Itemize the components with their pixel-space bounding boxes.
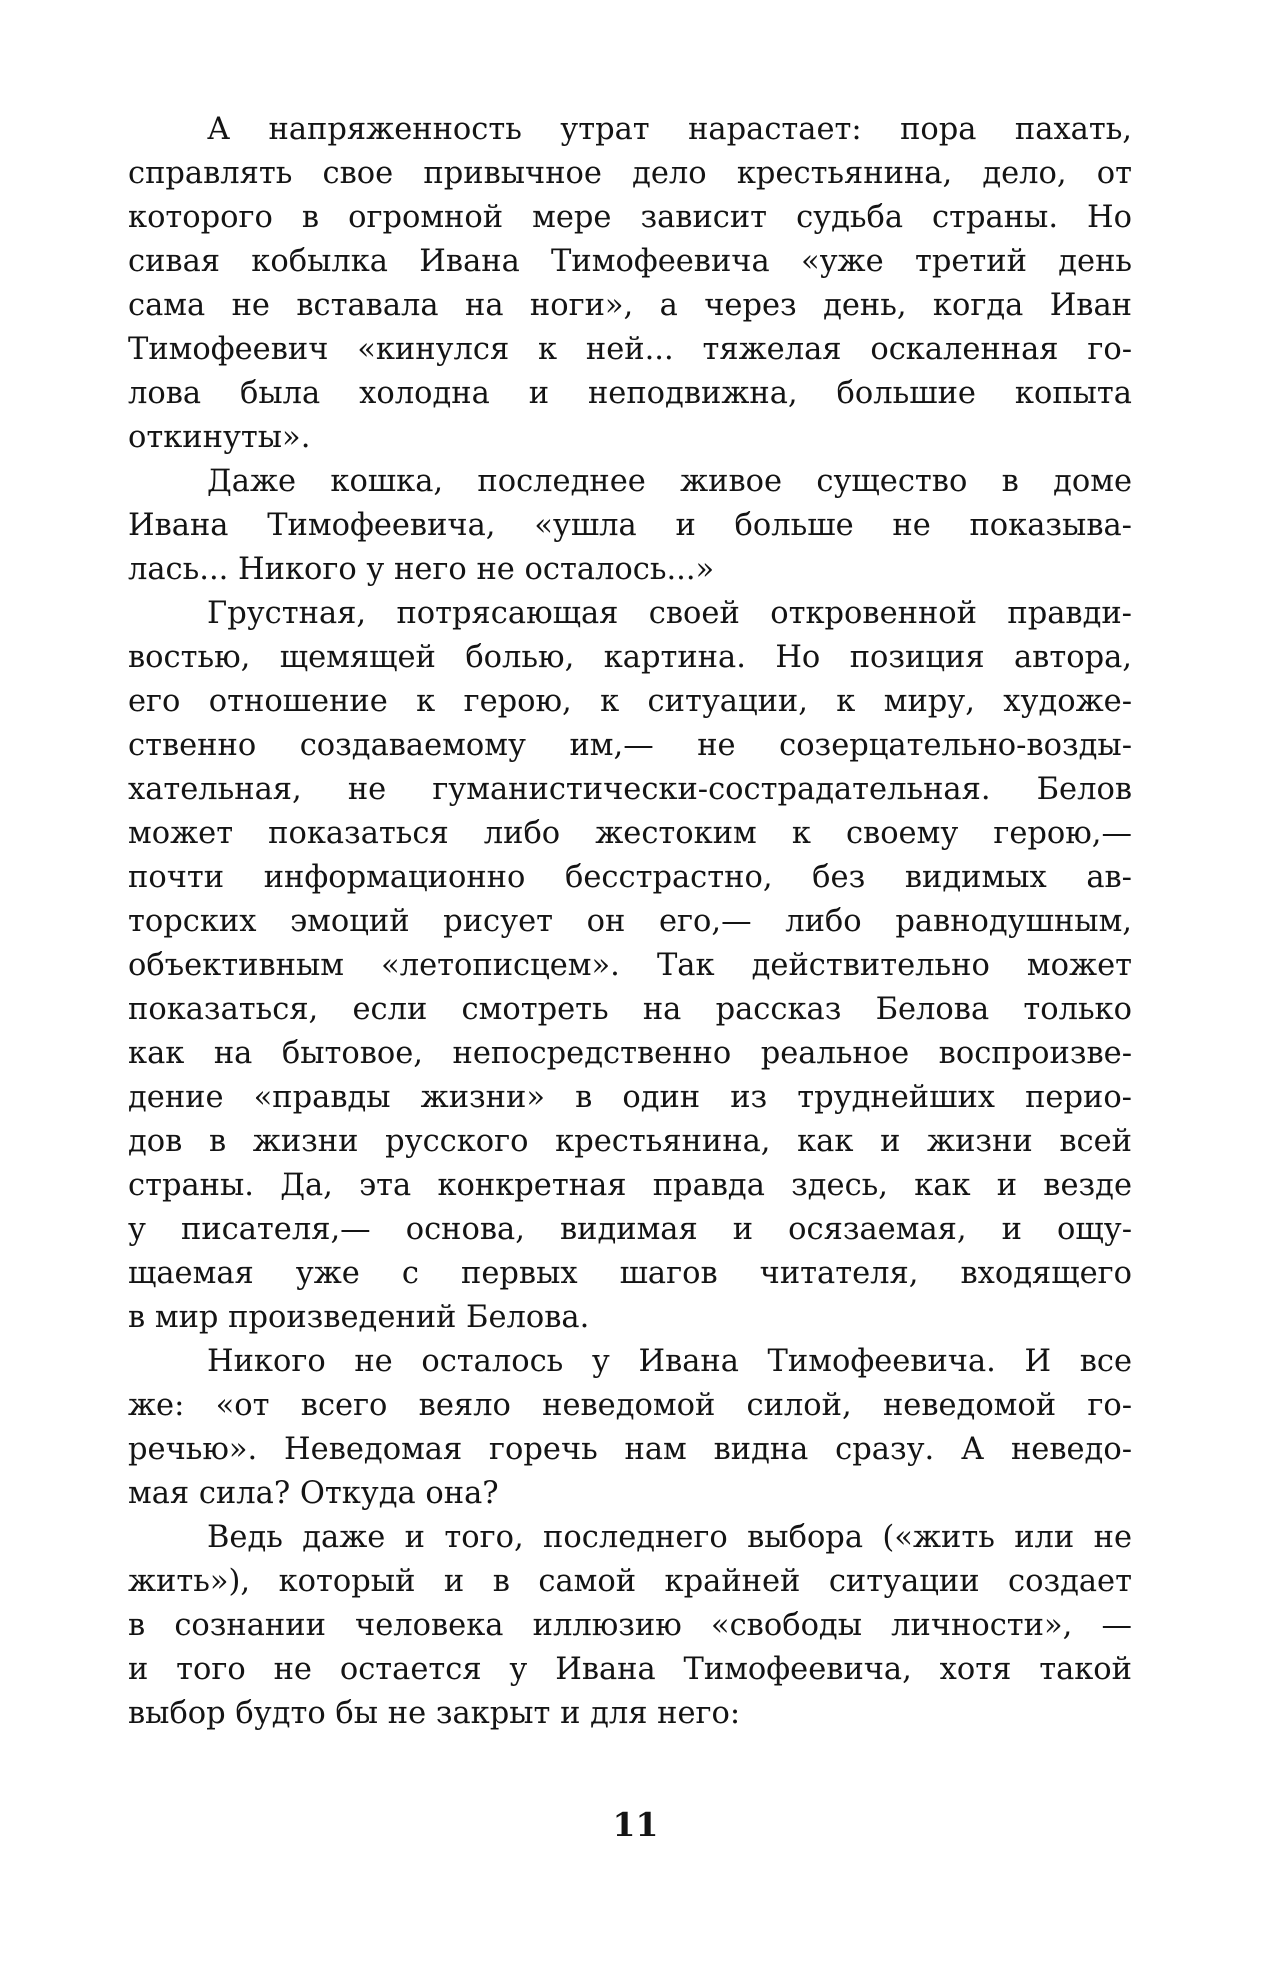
text-line: лась... Никого у него не осталось...» [128, 552, 715, 587]
text-line: Тимофеевич «кинулся к ней... тяжелая оскаленная го- [128, 332, 1132, 367]
text-line: справлять свое привычное дело крестьянина, дело, от [128, 156, 1132, 191]
text-line: может показаться либо жестоким к своему герою,— [128, 816, 1132, 851]
text-line: объективным «летописцем». Так действительно может [128, 948, 1132, 983]
body-text [128, 108, 1132, 1736]
paragraph [128, 460, 1132, 592]
text-line: его отношение к герою, к ситуации, к миру, художе- [128, 684, 1132, 719]
paragraph [128, 1340, 1132, 1516]
page-number: 11 [612, 1805, 659, 1844]
text-line: в сознании человека иллюзию «свободы личности», — [128, 1608, 1132, 1643]
text-line: страны. Да, эта конкретная правда здесь, как и везде [128, 1168, 1132, 1203]
text-line: хательная, не гуманистически-сострадательная. Белов [128, 772, 1132, 807]
text-line: торских эмоций рисует он его,— либо равнодушным, [128, 904, 1132, 939]
text-line: и того не остается у Ивана Тимофеевича, хотя такой [128, 1652, 1132, 1687]
text-line: дов в жизни русского крестьянина, как и жизни всей [128, 1124, 1132, 1159]
text-line: ственно создаваемому им,— не созерцательно-возды- [128, 728, 1132, 763]
text-line: в мир произведений Белова. [128, 1300, 590, 1335]
text-line: у писателя,— основа, видимая и осязаемая, и ощу- [128, 1212, 1132, 1247]
text-line: выбор будто бы не закрыт и для него: [128, 1696, 741, 1731]
text-line: Никого не осталось у Ивана Тимофеевича. И все [207, 1344, 1132, 1379]
text-line: которого в огромной мере зависит судьба страны. Но [128, 200, 1132, 235]
paragraph [128, 592, 1132, 1340]
text-line: щаемая уже с первых шагов читателя, входящего [128, 1256, 1132, 1291]
paragraph [128, 108, 1132, 460]
text-line: Даже кошка, последнее живое существо в доме [207, 464, 1132, 499]
text-line: Ивана Тимофеевича, «ушла и больше не показыва- [128, 508, 1132, 543]
text-line: как на бытовое, непосредственно реальное воспроизве- [128, 1036, 1132, 1071]
text-line: А напряженность утрат нарастает: пора пахать, [207, 112, 1132, 147]
text-line: речью». Неведомая горечь нам видна сразу. А неведо- [128, 1432, 1132, 1467]
text-line: сама не вставала на ноги», а через день, когда Иван [128, 288, 1132, 323]
text-line: сивая кобылка Ивана Тимофеевича «уже третий день [128, 244, 1132, 279]
text-line: мая сила? Откуда она? [128, 1476, 499, 1511]
text-line: почти информационно бесстрастно, без видимых ав- [128, 860, 1132, 895]
text-line: же: «от всего веяло неведомой силой, неведомой го- [128, 1388, 1132, 1423]
text-line: дение «правды жизни» в один из труднейших перио- [128, 1080, 1132, 1115]
text-line: Ведь даже и того, последнего выбора («жить или не [207, 1520, 1132, 1555]
text-line: жить»), который и в самой крайней ситуации создает [128, 1564, 1132, 1599]
text-line: лова была холодна и неподвижна, большие копыта [128, 376, 1132, 411]
paragraph [128, 1516, 1132, 1736]
text-line: востью, щемящей болью, картина. Но позиция автора, [128, 640, 1132, 675]
text-line: откинуты». [128, 420, 311, 455]
text-line: Грустная, потрясающая своей откровенной правди- [207, 596, 1132, 631]
text-line: показаться, если смотреть на рассказ Белова только [128, 992, 1132, 1027]
